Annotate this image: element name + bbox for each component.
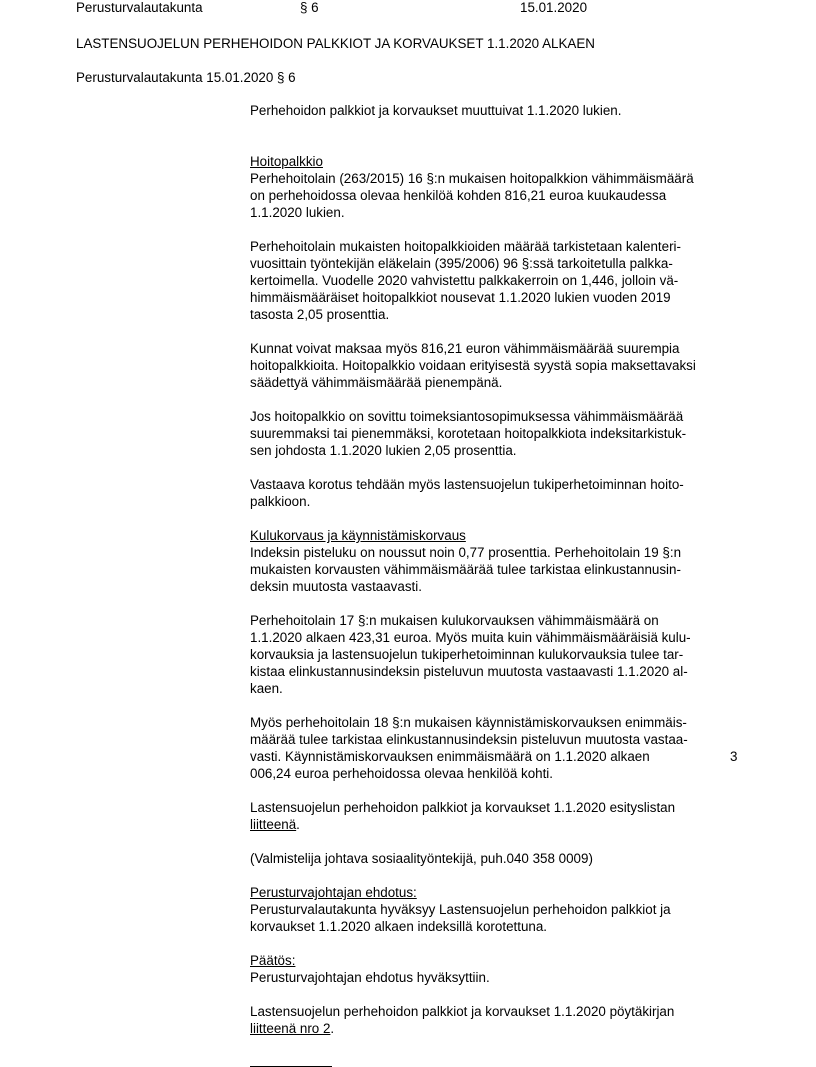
document-title: LASTENSUOJELUN PERHEHOIDON PALKKIOT JA KORVAUKSET 1.1.2020 ALKAEN: [76, 36, 595, 51]
header-date: 15.01.2020: [520, 0, 588, 15]
intro-paragraph: Perhehoidon palkkiot ja korvaukset muuttuivat 1.1.2020 lukien.: [250, 103, 622, 118]
paragraph: Myös perhehoitolain 18 §:n mukaisen käynnistämiskorvauksen enimmäis- määrää tulee tarkistaa elinkustannusindeksin pisteluvun muutosta vastaa- vasti. Käynnistämiskorvauksen enimmäismäärä on 1.1.2020 alkaen 3 006,24 euroa perhehoidossa olevaa henkilöä kohti.: [250, 715, 738, 781]
preparer-note: (Valmistelija johtava sosiaalityöntekijä, puh.040 358 0009): [250, 851, 593, 866]
page-header: [0, 0, 816, 17]
header-body-name: Perusturvalautakunta: [76, 0, 203, 15]
meeting-reference: Perusturvalautakunta 15.01.2020 § 6: [76, 70, 296, 85]
paragraph: Indeksin pisteluku on noussut noin 0,77 prosenttia. Perhehoitolain 19 §:n mukaisten korvausten vähimmäismäärää tulee tarkistaa elinkustannusin- deksin muutosta vastaavasti.: [250, 545, 682, 594]
attachment-paragraph: Lastensuojelun perhehoidon palkkiot ja korvaukset 1.1.2020 esityslistan liitteenä.: [250, 800, 676, 832]
decision-heading: Päätös:: [250, 953, 296, 968]
paragraph: Perhehoitolain 17 §:n mukaisen kulukorvauksen vähimmäismäärä on 1.1.2020 alkaen 423,31 euroa. Myös muita kuin vähimmäismääräisiä kulu- korvauksia ja lastensuojelun tukiperhetoiminnan kulukorvauksia tulee tar- kistaa elinkustannusindeksin pisteluvun muutosta vastaavasti 1.1.2020 al- kaen.: [250, 613, 691, 696]
paragraph: Jos hoitopalkkio on sovittu toimeksiantosopimuksessa vähimmäismäärää suuremmaksi tai pienemmäksi, korotetaan hoitopalkkiota indeksitarkistuk- sen johdosta 1.1.2020 lukien 2,05 prosenttia.: [250, 409, 687, 458]
attachment-link[interactable]: liitteenä: [250, 817, 297, 832]
proposal-heading: Perusturvajohtajan ehdotus:: [250, 885, 417, 900]
header-section: § 6: [300, 0, 319, 15]
minutes-attachment-link[interactable]: liitteenä nro 2: [250, 1021, 331, 1036]
section-heading-kulukorvaus: Kulukorvaus ja käynnistämiskorvaus: [250, 528, 466, 543]
paragraph: Perhehoitolain mukaisten hoitopalkkioiden määrää tarkistetaan kalenteri- vuosittain työntekijän eläkelain (395/2006) 96 §:ssä tarkoitetulla palkka- kertoimella. Vuodelle 2020 vahvistettu palkkakerroin on 1,446, jolloin vä- himmäismääräiset hoitopalkkiot nousevat 1.1.2020 lukien vuoden 2019 tasosta 2,05 prosenttia.: [250, 239, 681, 322]
paragraph: Kunnat voivat maksaa myös 816,21 euron vähimmäismäärää suurempia hoitopalkkioita. Hoitopalkkio voidaan erityisestä syystä sopia maksettavaksi säädettyä vähimmäismäärää pienempänä.: [250, 341, 696, 390]
paragraph: Vastaava korotus tehdään myös lastensuojelun tukiperhetoiminnan hoito- palkkioon.: [250, 477, 684, 509]
proposal-text: Perusturvalautakunta hyväksyy Lastensuojelun perhehoidon palkkiot ja korvaukset 1.1.2020 alkaen indeksillä korotettuna.: [250, 902, 671, 934]
decision-text: Perusturvajohtajan ehdotus hyväksyttiin.: [250, 970, 490, 985]
minutes-attachment-paragraph: Lastensuojelun perhehoidon palkkiot ja korvaukset 1.1.2020 pöytäkirjan liitteenä nro 2.: [250, 1004, 675, 1036]
section-heading-hoitopalkkio: Hoitopalkkio: [250, 154, 323, 169]
paragraph: Perhehoitolain (263/2015) 16 §:n mukaisen hoitopalkkion vähimmäismäärä on perhehoidossa olevaa henkilöä kohden 816,21 euroa kuukaudessa 1.1.2020 lukien.: [250, 171, 694, 220]
document-body: [250, 102, 750, 1067]
